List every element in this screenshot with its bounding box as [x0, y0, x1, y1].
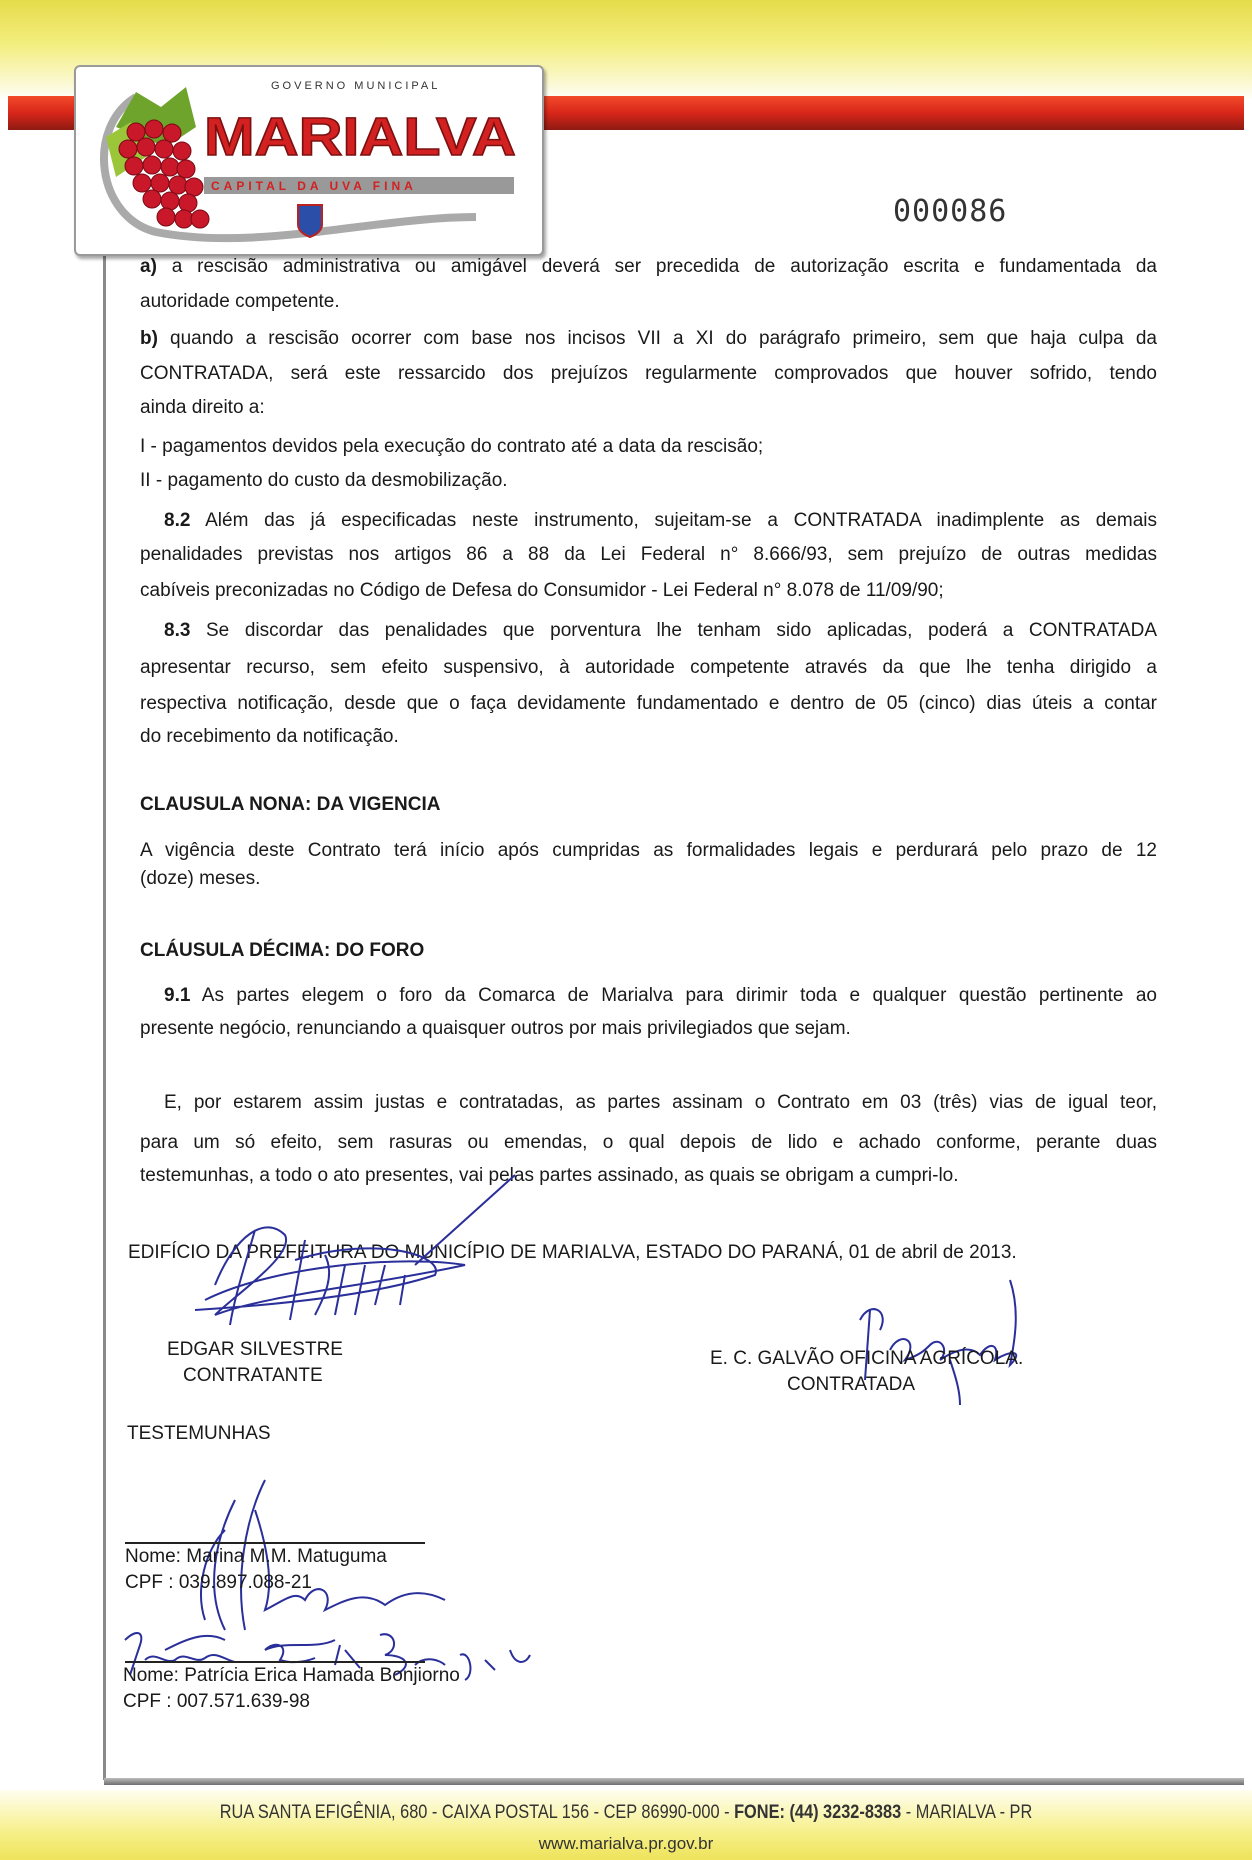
contract-line	[164, 510, 1157, 532]
contratante-name: EDGAR SILVESTRE	[167, 1339, 343, 1360]
contratada-role: CONTRATADA	[787, 1374, 916, 1395]
line-text: penalidades previstas nos artigos 86 a 88 da Lei Federal n° 8.666/93, sem prejuízo de outras medidas	[140, 544, 1157, 565]
contract-line	[140, 580, 1157, 602]
contratada-name: E. C. GALVÃO OFICINA AGRÍCOLA.	[710, 1348, 1024, 1369]
clause-number: 8.2	[164, 510, 191, 531]
line-text: a rescisão administrativa ou amigável deverá ser precedida de autorização escrita e fundamentada da	[156, 256, 1157, 277]
line-text: I - pagamentos devidos pela execução do contrato até a data da rescisão;	[140, 436, 764, 457]
contract-line	[140, 726, 1157, 748]
contract-line	[140, 291, 1157, 313]
heading-clausula-decima: CLÁUSULA DÉCIMA: DO FORO	[140, 940, 425, 961]
contract-line	[140, 363, 1157, 385]
page-frame-left	[103, 250, 106, 1780]
line-text: As partes elegem o foro da Comarca de Marialva para dirimir toda e qualquer questão pertinente ao	[190, 985, 1157, 1006]
footer-address-text: RUA SANTA EFIGÊNIA, 680 - CAIXA POSTAL 156 - CEP 86990-000 -	[219, 1802, 735, 1823]
line-text: A vigência deste Contrato terá início após cumpridas as formalidades legais e perdurará pelo prazo de 12	[140, 840, 1157, 861]
line-text: Além das já especificadas neste instrumento, sujeitam-se a CONTRATADA inadimplente as demais	[190, 510, 1157, 531]
line-text: II - pagamento do custo da desmobilização.	[140, 470, 508, 491]
clause-number: b)	[140, 328, 158, 349]
witness-1-signature-line	[125, 1542, 425, 1544]
contratante-role: CONTRATANTE	[183, 1365, 323, 1386]
contract-line	[164, 620, 1157, 642]
contract-line	[164, 1092, 1157, 1114]
line-text: cabíveis preconizadas no Código de Defesa do Consumidor - Lei Federal n° 8.078 de 11/09/90;	[140, 580, 944, 601]
contract-line	[164, 985, 1157, 1007]
line-text: respectiva notificação, desde que o faça devidamente fundamentado e dentro de 05 (cinco) dias úteis a contar	[140, 693, 1157, 714]
witness-1-name: Nome: Marina M.M. Matuguma	[125, 1546, 387, 1567]
line-text: quando a rescisão ocorrer com base nos incisos VII a XI do parágrafo primeiro, sem que haja culpa da	[157, 328, 1157, 349]
heading-clausula-nona: CLAUSULA NONA: DA VIGENCIA	[140, 794, 441, 815]
line-text: autoridade competente.	[140, 291, 340, 312]
clause-number: a)	[140, 256, 157, 277]
contract-line	[140, 544, 1157, 566]
contract-line	[140, 256, 1157, 278]
footer-address	[88, 1802, 1165, 1824]
line-text: EDIFÍCIO DA PREFEITURA DO MUNICÍPIO DE MARIALVA, ESTADO DO PARANÁ, 01 de abril de 2013.	[128, 1242, 1017, 1263]
witness-2-signature-line	[125, 1661, 425, 1663]
municipal-logo	[74, 65, 544, 256]
grape-logo-icon	[76, 67, 542, 254]
line-text: E, por estarem assim justas e contratadas, as partes assinam o Contrato em 03 (três) vias de igual teor,	[164, 1092, 1157, 1113]
page-number-stamp: 000086	[893, 194, 1008, 229]
contract-line	[140, 840, 1157, 862]
line-text: CONTRATADA, será este ressarcido dos prejuízos regularmente comprovados que houver sofrido, tendo	[140, 363, 1157, 384]
witness-1-cpf: CPF : 039.897.088-21	[125, 1572, 312, 1593]
svg-text:MARIALVA: MARIALVA	[204, 107, 516, 167]
signature-contratante	[175, 1175, 535, 1355]
line-text: apresentar recurso, sem efeito suspensivo, à autoridade competente através da que lhe tenha dirigido a	[140, 657, 1157, 678]
clause-number: 9.1	[164, 985, 191, 1006]
page-frame-bottom	[104, 1778, 1244, 1785]
line-text: para um só efeito, sem rasuras ou emendas, o qual depois de lido e achado conforme, perante duas	[140, 1132, 1157, 1153]
contract-line	[140, 436, 1157, 458]
footer-phone: FONE: (44) 3232-8383	[734, 1802, 902, 1823]
contract-line	[140, 657, 1157, 679]
contract-line	[140, 328, 1157, 350]
contract-line	[140, 693, 1157, 715]
line-text: presente negócio, renunciando a quaisquer outros por mais privilegiados que sejam.	[140, 1018, 851, 1039]
line-text: do recebimento da notificação.	[140, 726, 399, 747]
contract-line	[140, 1018, 1157, 1040]
contract-line	[140, 868, 1157, 890]
clause-number: 8.3	[164, 620, 191, 641]
line-text: testemunhas, a todo o ato presentes, vai pelas partes assinado, as quais se obrigam a cumpri-lo.	[140, 1165, 959, 1186]
witnesses-title: TESTEMUNHAS	[127, 1423, 271, 1444]
footer-city: - MARIALVA - PR	[901, 1802, 1033, 1823]
contract-line	[140, 397, 1157, 419]
footer-website[interactable]: www.marialva.pr.gov.br	[538, 1834, 714, 1853]
witness-2-name: Nome: Patrícia Erica Hamada Bonjiorno	[123, 1665, 460, 1686]
contract-line	[140, 470, 1157, 492]
line-text: Se discordar das penalidades que porventura lhe tenham sido aplicadas, poderá a CONTRATADA	[190, 620, 1157, 641]
line-text: ainda direito a:	[140, 397, 265, 418]
contract-line	[140, 1132, 1157, 1154]
line-text: (doze) meses.	[140, 868, 261, 889]
svg-text:GOVERNO MUNICIPAL: GOVERNO MUNICIPAL	[271, 80, 441, 92]
svg-text:CAPITAL DA UVA FINA: CAPITAL DA UVA FINA	[211, 179, 417, 193]
witness-2-cpf: CPF : 007.571.639-98	[123, 1691, 310, 1712]
